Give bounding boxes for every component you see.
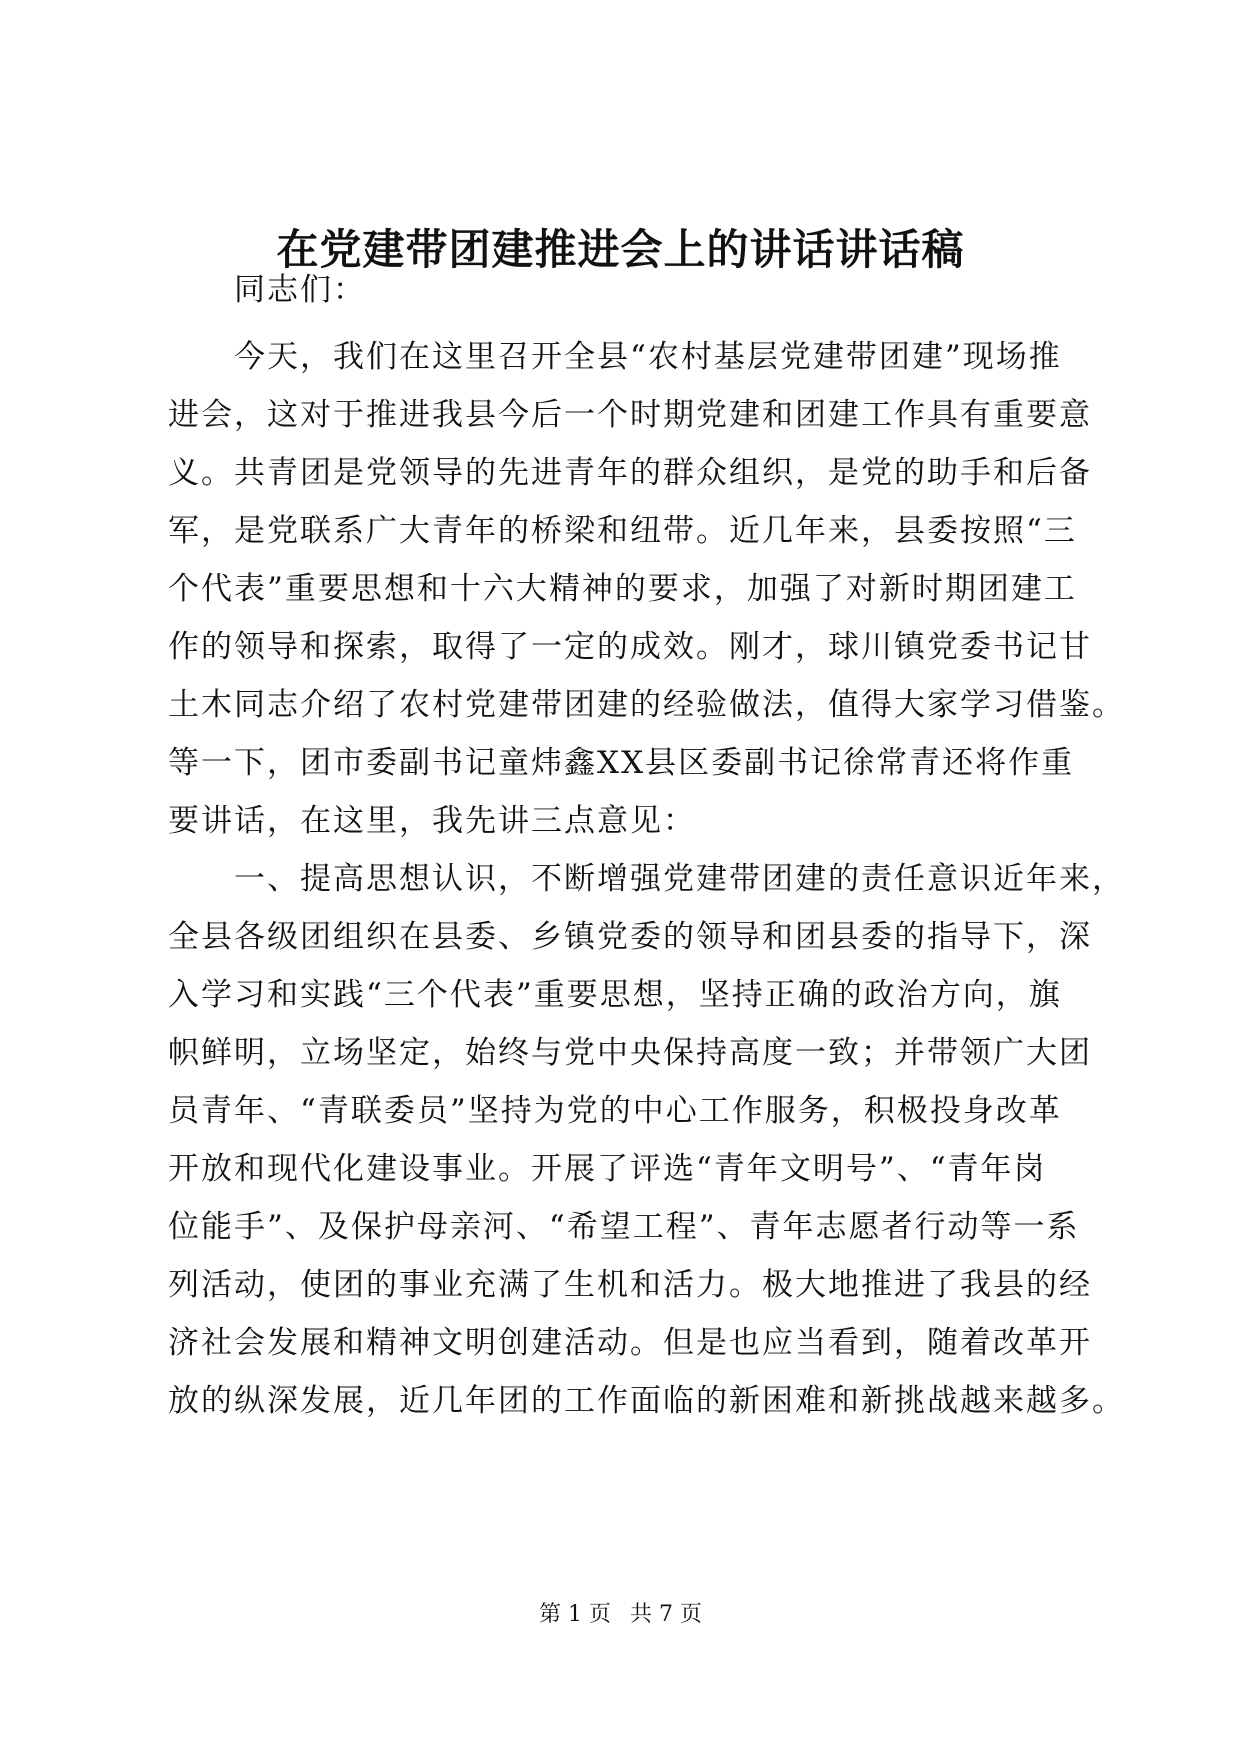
text-line: 全县各级团组织在县委、乡镇党委的领导和团县委的指导下，深 <box>168 919 1092 955</box>
text-line: 放的纵深发展，近几年团的工作面临的新困难和新挑战越来越多。 <box>168 1383 1125 1419</box>
text-line: 要讲话，在这里，我先讲三点意见： <box>168 803 696 839</box>
text-line: 入学习和实践“三个代表”重要思想，坚持正确的政治方向，旗 <box>168 977 1062 1013</box>
page-footer <box>0 1600 1241 1630</box>
page-total: 共 7 页 <box>630 1602 702 1627</box>
text-line: 个代表”重要思想和十六大精神的要求，加强了对新时期团建工 <box>168 571 1077 607</box>
text-line: 进会，这对于推进我县今后一个时期党建和团建工作具有重要意 <box>168 397 1092 433</box>
text-line: 军，是党联系广大青年的桥梁和纽带。近几年来，县委按照“三 <box>168 513 1077 549</box>
text-line: 帜鲜明，立场坚定，始终与党中央保持高度一致；并带领广大团 <box>168 1035 1092 1071</box>
document-title: 在党建带团建推进会上的讲话讲话稿 <box>276 225 965 274</box>
text-line: 今天，我们在这里召开全县“农村基层党建带团建”现场推 <box>168 339 1062 375</box>
text-line: 作的领导和探索，取得了一定的成效。刚才，球川镇党委书记甘 <box>168 629 1092 665</box>
text-line: 列活动，使团的事业充满了生机和活力。极大地推进了我县的经 <box>168 1267 1092 1303</box>
text-line: 开放和现代化建设事业。开展了评选“青年文明号”、“青年岗 <box>168 1151 1047 1187</box>
text-line: 一、提高思想认识，不断增强党建带团建的责任意识近年来， <box>168 861 1125 897</box>
page-number: 第 1 页 <box>539 1602 611 1627</box>
text-line: 同志们： <box>168 272 366 308</box>
text-line: 济社会发展和精神文明创建活动。但是也应当看到，随着改革开 <box>168 1325 1092 1361</box>
text-line: 员青年、“青联委员”坚持为党的中心工作服务，积极投身改革 <box>168 1093 1062 1129</box>
text-line: 位能手”、及保护母亲河、“希望工程”、青年志愿者行动等一系 <box>168 1209 1080 1245</box>
text-line: 义。共青团是党领导的先进青年的群众组织，是党的助手和后备 <box>168 455 1092 491</box>
text-line: 土木同志介绍了农村党建带团建的经验做法，值得大家学习借鉴。 <box>168 687 1125 723</box>
text-line: 等一下，团市委副书记童炜鑫XX县区委副书记徐常青还将作重 <box>168 745 1075 781</box>
